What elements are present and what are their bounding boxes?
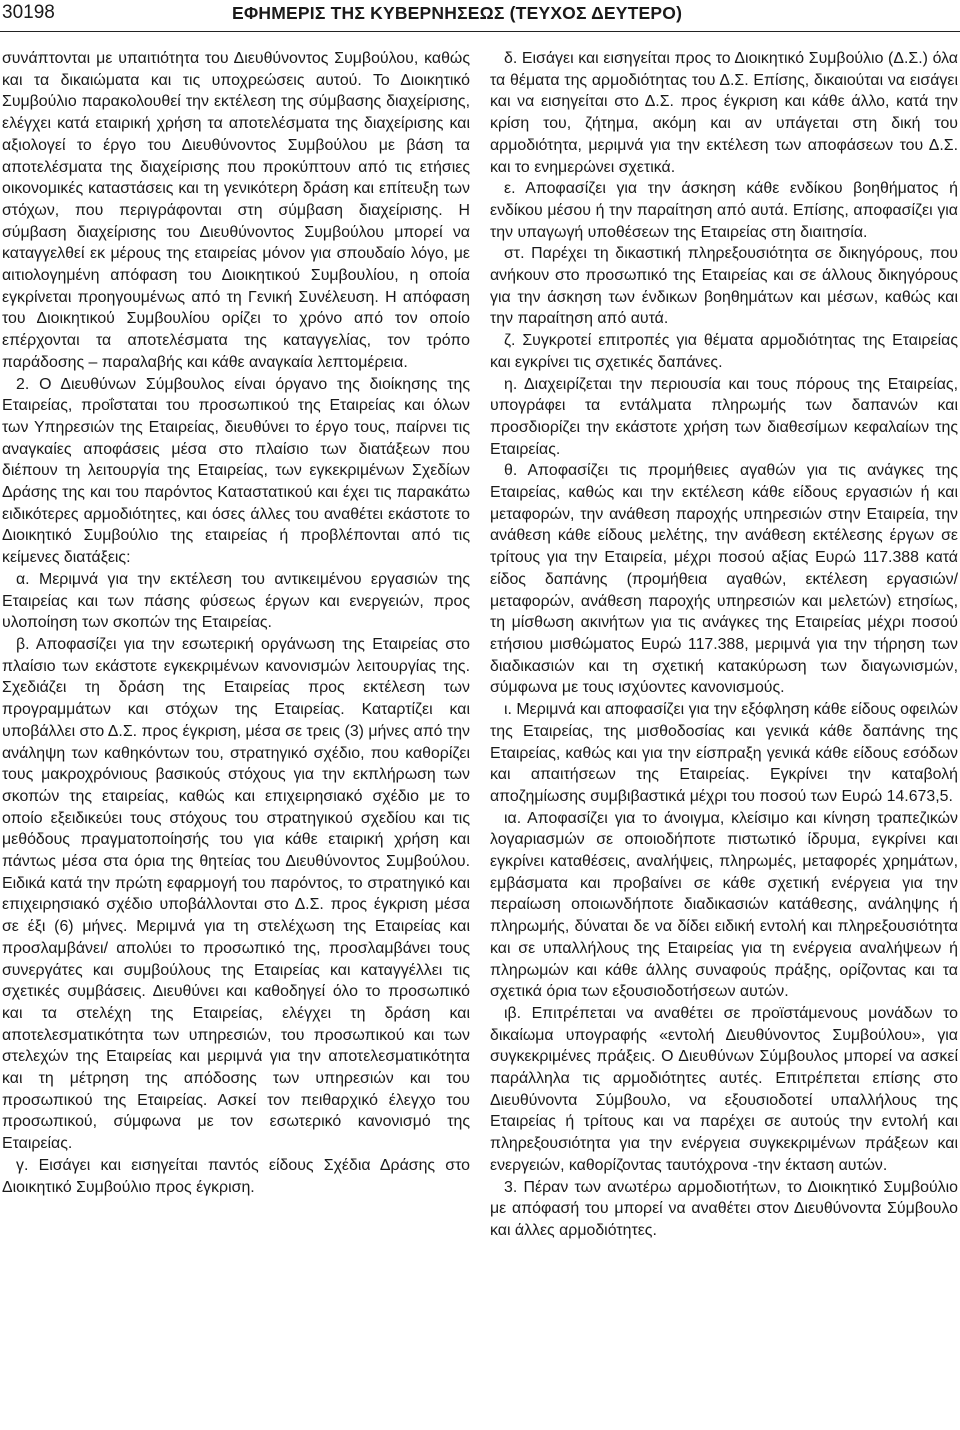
paragraph: ια. Αποφασίζει για το άνοιγμα, κλείσιμο και κίνηση τραπεζικών λογαριασμών σε οποιοδήποτε πιστωτικό ίδρυμα, εγκρίνει και εγκρίνει καταθέσεις, αναλήψεις, πληρωμές, μεταφορές χρημάτων, εμβάσματα και προβαίνει σε κάθε σχετική ενέργεια για την περαίωση οποιωνδήποτε διαδικασιών κατάθεσης, ανάληψης ή πληρωμής, δύναται δε να δίδει ειδική εντολή και πληρεξουσιότητα και σε υπαλλήλους της Εταιρείας για τη ενέργεια αναλήψεων ή πληρωμών και κάθε άλλης συναφούς πράξης, ορίζοντας και τα σχετικά όρια των εξουσιοδοτήσεων αυτών. — [490, 809, 958, 1001]
paragraph: ι. Μεριμνά και αποφασίζει για την εξόφληση κάθε είδους οφειλών της Εταιρείας, της μισθοδοσίας και γενικά κάθε δαπάνης της Εταιρείας, καθώς και για την είσπραξη γενικά κάθε είδους εσόδων και απαιτήσεων της Εταιρείας. Εγκρίνει την καταβολή αποζημίωσης συμβιβαστικά μέχρι του ποσού των Ευρώ 14.673,5. — [490, 701, 958, 805]
paragraph: η. Διαχειρίζεται την περιουσία και τους πόρους της Εταιρείας, υπογράφει τα εντάλματα πληρωμής των δαπανών και προσδιορίζει την εκάστοτε χρήση των διαθεσίμων κεφαλαίων της Εταιρείας. — [490, 375, 958, 458]
paragraph: στ. Παρέχει τη δικαστική πληρεξουσιότητα σε δικηγόρους, που ανήκουν στο προσωπικό της Εταιρείας και σε άλλους δικηγόρους για την άσκηση των ένδικων βοηθημάτων και μέσων, καθώς και την παραίτηση από αυτά. — [490, 245, 958, 328]
page-header — [0, 0, 960, 30]
paragraph: β. Αποφασίζει για την εσωτερική οργάνωση της Εταιρείας στο πλαίσιο των εκάστοτε εγκεκριμένων κανονισμών λειτουργίας της. Σχεδιάζει τη δράση της Εταιρείας προς εκτέλεση των προγραμμάτων και στόχων της Εταιρείας. Καταρτίζει και υποβάλλει στο Δ.Σ. προς έγκριση, μέσα σε τρεις (3) μήνες από την ανάληψη των καθηκόντων του, στρατηγικό σχέδιο, που καθορίζει τους μακροχρόνιους βασικούς στόχους για την εκπλήρωση των σκοπών της εταιρείας, καθώς και επιχειρησιακό σχέδιο με το οποίο εξειδικεύει τους στόχους του στρατηγικού σχεδίου και τις μεθόδους πραγματοποίησής του για κάθε εταιρική χρήση και πάντως μέσα στα όρια της θητείας του Διευθύνοντος Συμβούλου. Ειδικά κατά την πρώτη εφαρμογή του παρόντος, το στρατηγικό και επιχειρησιακό σχέδιο υποβάλλονται στο Δ.Σ. προς έγκριση μέσα σε έξι (6) μήνες. Μεριμνά για τη στελέχωση της Εταιρείας και προσλαμβάνει/ απολύει το προσωπικό της, προσλαμβάνει τους συνεργάτες και συμβούλους της Εταιρείας και καταγγέλλει τις σχετικές συμβάσεις. Διευθύνει και καθοδηγεί όλο το προσωπικό και τα στελέχη της Εταιρείας, ελέγχει τη δράση και αποτελεσματικότητα των υπηρεσιών, του προσωπικού και των στελεχών της Εταιρείας και μεριμνά για την αποτελεσματικότητα και τη μέτρηση της απόδοσης των υπηρεσιών και του προσωπικού της Εταιρείας. Ασκεί τον πειθαρχικό έλεγχο του προσωπικού, σύμφωνα με τον εσωτερικό κανονισμό της Εταιρείας. — [2, 635, 470, 1153]
right-column — [490, 48, 958, 1428]
paragraph: ε. Αποφασίζει για την άσκηση κάθε ενδίκου βοηθήματος ή ενδίκου μέσου ή την παραίτηση από αυτά. Επίσης, αποφασίζει για την υπαγωγή υποθέσεων της Εταιρείας στη διαιτησία. — [490, 180, 958, 241]
paragraph: ιβ. Επιτρέπεται να αναθέτει σε προϊστάμενους μονάδων το δικαίωμα υπογραφής «εντολή Διευθύνοντος Συμβούλου», για συγκεκριμένες πράξεις. Ο Διευθύνων Σύμβουλος μπορεί να ασκεί παράλληλα τις αρμοδιότητες αυτές. Επιτρέπεται επίσης στο Διευθύνοντα Σύμβουλο, να εξουσιοδοτεί υπαλλήλους της Εταιρείας ή τρίτους και να παρέχει σε αυτούς την εντολή και πληρεξουσιότητα για την ενέργεια συγκεκριμένων πράξεων και ενεργειών, καθορίζοντας ταυτόχρονα -την έκταση αυτών. — [490, 1004, 958, 1174]
paragraph: θ. Αποφασίζει τις προμήθειες αγαθών για τις ανάγκες της Εταιρείας, καθώς και την εκτέλεση κάθε είδους εργασιών ή και μεταφορών, την ανάθεση παροχής υπηρεσιών στην Εταιρεία, την ανάθεση κάθε είδους μελέτης, την ανάθεση εκτέλεσης έργων σε τρίτους για την Εταιρεία, μέχρι ποσού αξίας Ευρώ 117.388 κατά είδος δαπάνης (προμήθεια αγαθών, εκτέλεση εργασιών/ μεταφορών, ανάθεση παροχής υπηρεσιών και μελετών) ετησίως, τη μίσθωση ακινήτων για τις ανάγκες της Εταιρείας μέχρι ποσού ετήσιου μισθώματος Ευρώ 117.388, μεριμνά για την τήρηση των διαδικασιών και τη σχετική κατακύρωση των διαγωνισμών, σύμφωνα με τους ισχύοντες κανονισμούς. — [490, 462, 958, 697]
page-number: 30198 — [2, 2, 55, 23]
paragraph: γ. Εισάγει και εισηγείται παντός είδους Σχέδια Δράσης στο Διοικητικό Συμβούλιο προς έγκριση. — [2, 1156, 470, 1196]
header-divider — [0, 31, 960, 32]
paragraph: ζ. Συγκροτεί επιτροπές για θέματα αρμοδιότητας της Εταιρείας και εγκρίνει τις σχετικές δαπάνες. — [490, 332, 958, 371]
paragraph: 3. Πέραν των ανωτέρω αρμοδιοτήτων, το Διοικητικό Συμβούλιο με απόφασή του μπορεί να αναθέτει στον Διευθύνοντα Σύμβουλο και άλλες αρμοδιότητες. — [490, 1178, 958, 1239]
paragraph: 2. Ο Διευθύνων Σύμβουλος είναι όργανο της διοίκησης της Εταιρείας, προΐσταται του προσωπικού της Εταιρείας και όλων των Υπηρεσιών της Εταιρείας, διευθύνει το έργο τους, παίρνει τις αναγκαίες αποφάσεις μέσα στο πλαίσιο των διατάξεων που διέπουν τη λειτουργία της Εταιρείας, των εγκεκριμένων Σχεδίων Δράσης της και του παρόντος Καταστατικού και έχει τις παρακάτω ειδικότερες αρμοδιότητες, και όσες άλλες του αναθέτει εκάστοτε το Διοικητικό Συμβούλιο της εταιρείας ή προβλέπονται από τις κείμενες διατάξεις: — [2, 375, 470, 567]
paragraph: α. Μεριμνά για την εκτέλεση του αντικειμένου εργασιών της Εταιρείας και των πάσης φύσεως έργων και ενεργειών, προς υλοποίηση των σκοπών της Εταιρείας. — [2, 570, 470, 632]
journal-title: ΕΦΗΜΕΡΙΣ ΤΗΣ ΚΥΒΕΡΝΗΣΕΩΣ (ΤΕΥΧΟΣ ΔΕΥΤΕΡΟ) — [232, 3, 683, 23]
paragraph: συνάπτονται με υπαιτιότητα του Διευθύνοντος Συμβούλου, καθώς και τα δικαιώματα και τις υποχρεώσεις αυτού. Το Διοικητικό Συμβούλιο παρακολουθεί την εκτέλεση της σύμβασης διαχείρισης, ελέγχει κατά εταιρική χρήση τα αποτελέσματα της διαχείρισης και αξιολογεί το έργο του Διευθύνοντος Συμβούλου με βάση τα αποτελέσματα της διαχείρισης που προκύπτουν από τις ετήσιες οικονομικές καταστάσεις και τη γενικότερη δράση και επίτευξη των στόχων, που περιγράφονται στη σύμβαση διαχείρισης. Η σύμβαση διαχείρισης του Διευθύνοντος Συμβούλου μπορεί να καταγγελθεί εκ μέρους της εταιρείας μόνον για σπουδαίο λόγο, με αιτιολογημένη απόφαση του Διοικητικού Συμβουλίου, η οποία εγκρίνεται προηγουμένως από τη Γενική Συνέλευση. Η απόφαση του Διοικητικού Συμβουλίου ορίζει το χρόνο από τον οποίο επέρχονται τα αποτελέσματα της καταγγελίας, τον τρόπο παράδοσης – παραλαβής και κάθε αναγκαία λεπτομέρεια. — [2, 50, 470, 371]
left-column — [2, 48, 470, 1428]
paragraph: δ. Εισάγει και εισηγείται προς το Διοικητικό Συμβούλιο (Δ.Σ.) όλα τα θέματα της αρμοδιότητας του Δ.Σ. Επίσης, δικαιούται να εισάγει και να εισηγείται στο Δ.Σ. προς έγκριση και κάθε άλλο, κατά την κρίση του, ζήτημα, ακόμη και αν υπάγεται στη δική του αρμοδιότητα, μεριμνά για την εκτέλεση των αποφάσεων του Δ.Σ. και το ενημερώνει σχετικά. — [490, 50, 958, 176]
